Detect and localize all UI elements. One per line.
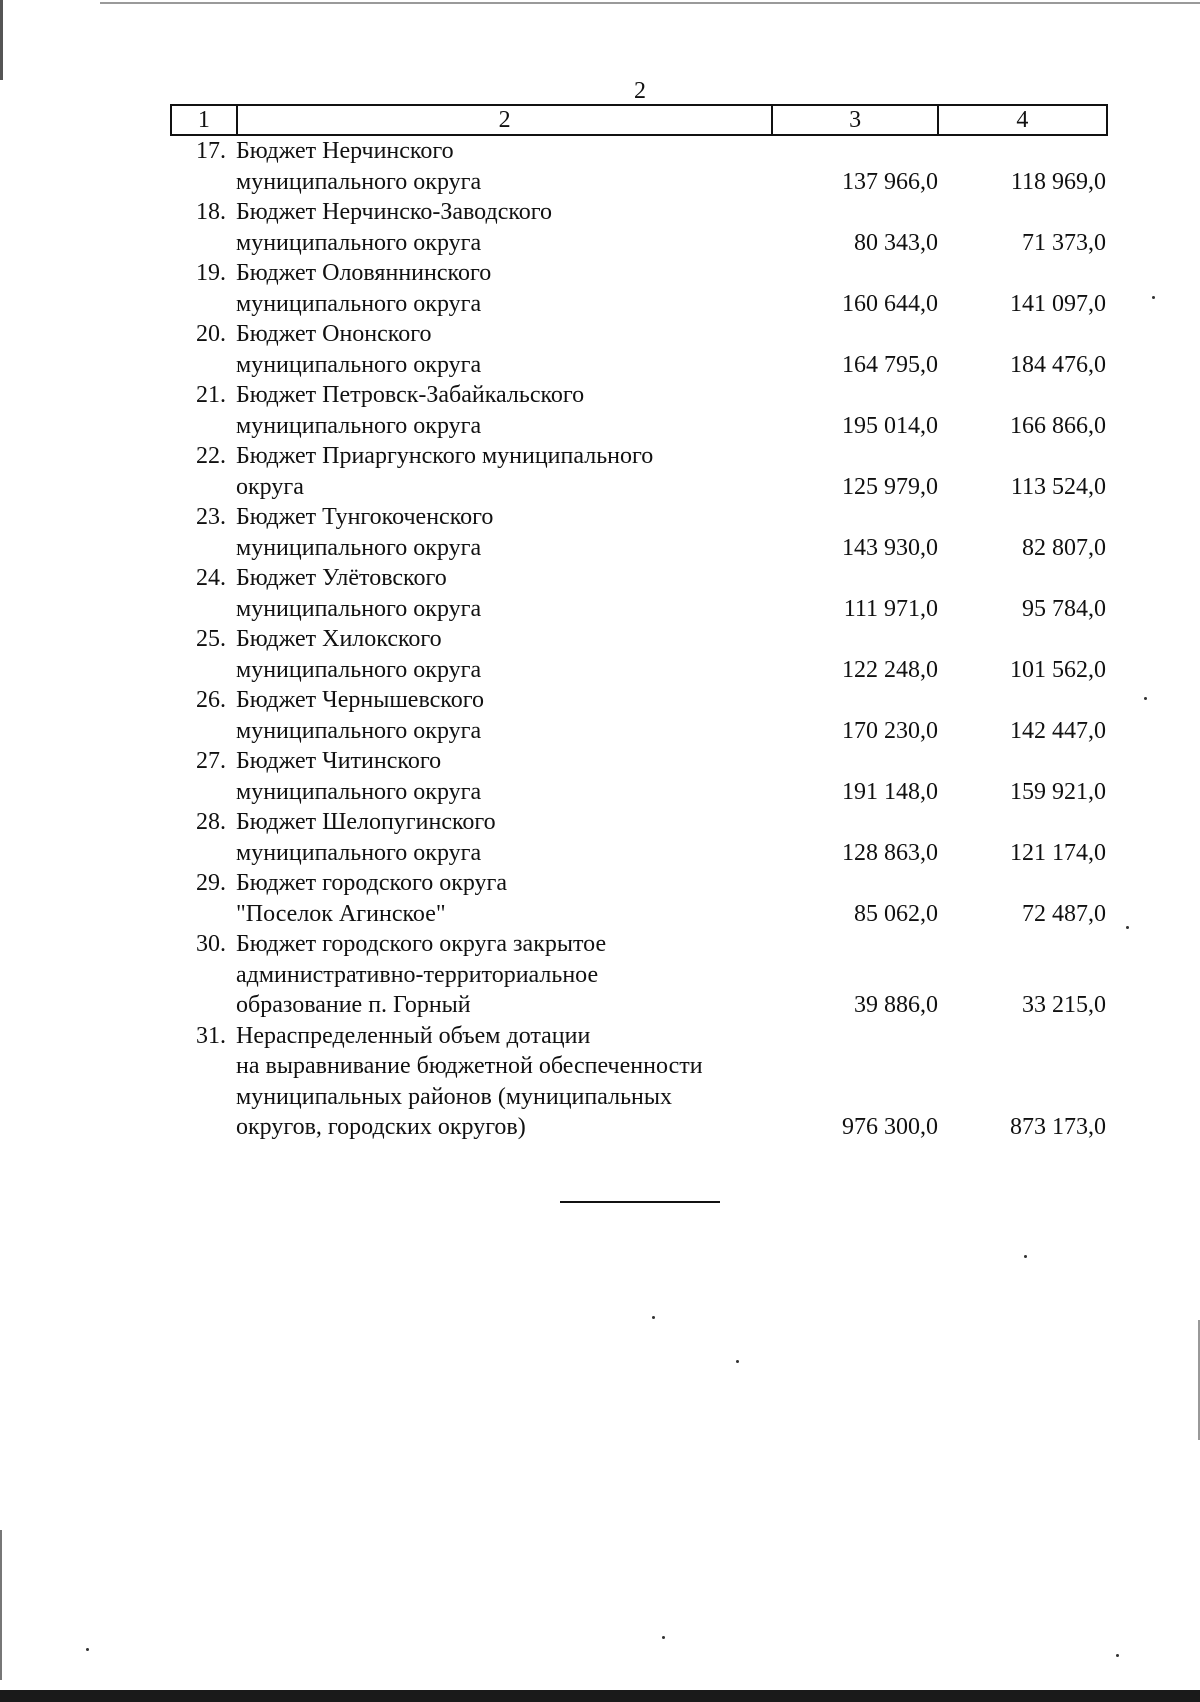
row-number: 17. [196,138,226,164]
table-row [170,807,1108,868]
scan-artifact-left-edge [0,0,3,80]
row-value-col3: 143 930,0 [842,534,938,561]
row-value-col4: 33 215,0 [1022,992,1106,1018]
row-value-col4: 159 921,0 [1010,778,1106,805]
row-budget-name: Бюджет Хилокского муниципального округа [236,626,482,683]
scan-speck [1126,926,1129,929]
table-row [170,563,1108,624]
row-number: 20. [196,321,226,347]
row-value-col3: 195 014,0 [842,412,938,439]
row-budget-name: Бюджет Петровск-Забайкальского муниципального округа [236,382,585,439]
row-value-col3: 85 062,0 [854,900,938,927]
row-budget-name: Бюджет Улётовского муниципального округа [236,565,482,622]
scan-artifact-top-line [100,2,1200,4]
row-value-col4: 142 447,0 [1010,717,1106,744]
row-budget-name: Бюджет Ононского муниципального округа [236,321,482,378]
row-value-col3: 170 230,0 [842,717,938,744]
table-row [170,258,1108,319]
row-number: 30. [196,931,226,957]
row-number: 25. [196,626,226,652]
table-row [170,380,1108,441]
row-budget-name: Бюджет Оловяннинского муниципального округа [236,260,492,317]
row-value-col3: 122 248,0 [842,656,938,683]
row-budget-name: Бюджет Приаргунского муниципального округа [236,443,654,500]
table-row [170,441,1108,502]
row-budget-name: Бюджет Шелопугинского муниципального округа [236,809,496,866]
row-budget-name: Бюджет городского округа "Поселок Агинское" [236,870,508,927]
row-value-col3: 39 886,0 [854,992,938,1018]
row-value-col4: 184 476,0 [1010,351,1106,378]
row-number: 28. [196,809,226,835]
row-budget-name: Бюджет Тунгокоченского муниципального округа [236,504,494,561]
table-row [170,929,1108,1021]
table-body [170,136,1108,1143]
scan-speck [652,1316,655,1319]
table-row [170,624,1108,685]
row-number: 31. [196,1022,226,1049]
table-header-cell: 1 [172,106,238,134]
end-of-table-rule [560,1201,720,1203]
row-value-col4: 101 562,0 [1010,656,1106,683]
scan-speck [1144,697,1147,700]
table-row [170,685,1108,746]
table-row [170,197,1108,258]
row-number: 29. [196,870,226,896]
table-row [170,868,1108,929]
table-header-row [170,104,1108,136]
scan-speck [662,1636,665,1639]
row-value-col3: 80 343,0 [854,229,938,256]
row-value-col4: 72 487,0 [1022,900,1106,927]
row-value-col4: 113 524,0 [1010,473,1106,500]
row-budget-name: Нераспределенный объем дотации на выравнивание бюджетной обеспеченности муниципальных районов (муниципальных округов, городских округов) [236,1022,703,1140]
row-number: 18. [196,199,226,225]
row-number: 19. [196,260,226,286]
row-value-col3: 164 795,0 [842,351,938,378]
scan-speck [1152,296,1155,299]
row-number: 24. [196,565,226,591]
row-value-col4: 141 097,0 [1010,290,1106,317]
row-budget-name: Бюджет Чернышевского муниципального округа [236,687,484,744]
table-header-cell: 3 [773,106,938,134]
scan-speck [1024,1255,1027,1258]
row-number: 23. [196,504,226,530]
row-value-col4: 95 784,0 [1022,595,1106,622]
row-value-col3: 125 979,0 [842,473,938,500]
table-row [170,136,1108,197]
row-budget-name: Бюджет Нерчинского муниципального округа [236,138,482,195]
page-number: 2 [634,78,646,104]
row-number: 22. [196,443,226,469]
scan-artifact-left-edge-lower [0,1530,2,1680]
row-value-col4: 71 373,0 [1022,229,1106,256]
scan-artifact-bottom-band [0,1690,1200,1702]
row-value-col4: 121 174,0 [1010,839,1106,866]
scan-speck [736,1360,739,1363]
table-row [170,746,1108,807]
row-value-col3: 111 971,0 [843,595,938,622]
scan-speck [86,1648,89,1651]
row-budget-name: Бюджет Нерчинско-Заводского муниципального округа [236,199,553,256]
row-value-col3: 976 300,0 [842,1114,938,1140]
row-number: 26. [196,687,226,713]
table-header-cell: 4 [1016,107,1029,133]
row-budget-name: Бюджет городского округа закрытое административно-территориальное образование п. Горный [236,931,607,1018]
table-row [170,502,1108,563]
budget-table [170,104,1108,1143]
row-value-col3: 128 863,0 [842,839,938,866]
table-row [170,1021,1108,1143]
row-number: 27. [196,748,226,774]
row-value-col3: 137 966,0 [842,168,938,195]
row-value-col3: 191 148,0 [842,778,938,805]
table-row [170,319,1108,380]
row-value-col4: 166 866,0 [1010,412,1106,439]
row-value-col4: 82 807,0 [1022,534,1106,561]
row-value-col4: 118 969,0 [1010,168,1106,195]
row-value-col3: 160 644,0 [842,290,938,317]
row-number: 21. [196,382,226,408]
table-header-cell: 2 [238,106,774,134]
scan-speck [1116,1654,1119,1657]
row-value-col4: 873 173,0 [1010,1114,1106,1140]
row-budget-name: Бюджет Читинского муниципального округа [236,748,482,805]
